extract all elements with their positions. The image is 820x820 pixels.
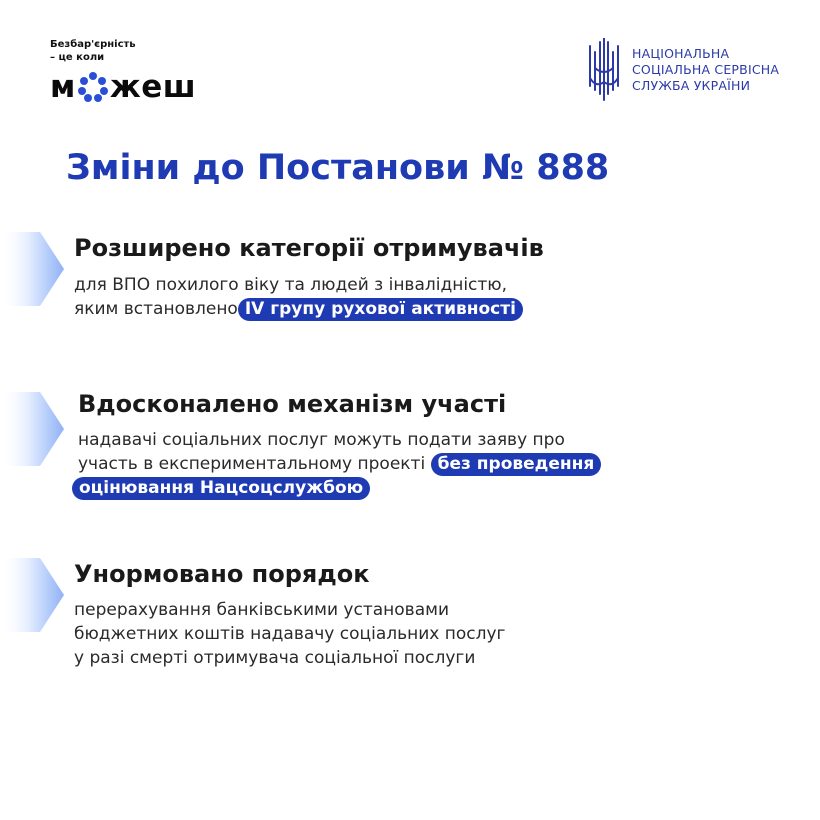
agency-logo: [586, 38, 779, 102]
chevron-arrow-icon: [0, 232, 64, 306]
agency-name-line1: НАЦІОНАЛЬНА: [632, 46, 730, 61]
section-body: [74, 598, 505, 670]
section-body-line2-text: яким встановлено: [74, 299, 238, 319]
section-heading: Унормовано порядок: [74, 560, 370, 588]
section-heading: Розширено категорії отримувачів: [74, 234, 544, 262]
trident-emblem-icon: [586, 38, 622, 102]
brand-tagline: [50, 38, 196, 64]
section-body-line3: [72, 476, 601, 500]
section-heading: Вдосконалено механізм участі: [78, 390, 507, 418]
section-body-line2: бюджетних коштів надавачу соціальних послуг: [74, 624, 506, 644]
page-title: Зміни до Постанови № 888: [66, 148, 610, 188]
brand-word-suffix: жеш: [109, 69, 197, 105]
brand-word-prefix: м: [50, 69, 76, 105]
section-body-line2: [74, 297, 523, 321]
brand-tagline-line2: – це коли: [50, 52, 105, 63]
section-body: [78, 428, 601, 500]
chevron-arrow-icon: [0, 392, 64, 466]
section-improved-participation: [0, 390, 820, 510]
highlight-pill: оцінювання Нацсоцслужбою: [72, 477, 370, 500]
section-regulated-procedure: [0, 556, 820, 676]
section-expanded-recipients: [0, 230, 820, 330]
brand-tagline-line1: Безбар'єрність: [50, 39, 136, 50]
highlight-pill: без проведення: [431, 453, 602, 476]
highlight-pill: IV групу рухової активності: [238, 298, 523, 321]
section-body-line1: надавачі соціальних послуг можуть подати заяву про: [78, 430, 565, 450]
chevron-arrow-icon: [0, 558, 64, 632]
section-body-line1: для ВПО похилого віку та людей з інвалідністю,: [74, 275, 508, 295]
agency-name-line3: СЛУЖБА УКРАЇНИ: [632, 78, 751, 93]
brand-logo: [50, 38, 196, 104]
section-body-line2-text: участь в експериментальному проекті: [78, 454, 426, 474]
brand-wordmark: [50, 70, 196, 104]
section-body-line1: перерахування банківськими установами: [74, 600, 449, 620]
agency-name-line2: СОЦІАЛЬНА СЕРВІСНА: [632, 62, 780, 77]
section-body-line3: у разі смерті отримувача соціальної послуги: [74, 648, 476, 668]
agency-name: [632, 46, 779, 94]
section-body: [74, 273, 523, 321]
section-body-line2: [78, 452, 601, 476]
dots-ring-icon: [78, 72, 108, 102]
